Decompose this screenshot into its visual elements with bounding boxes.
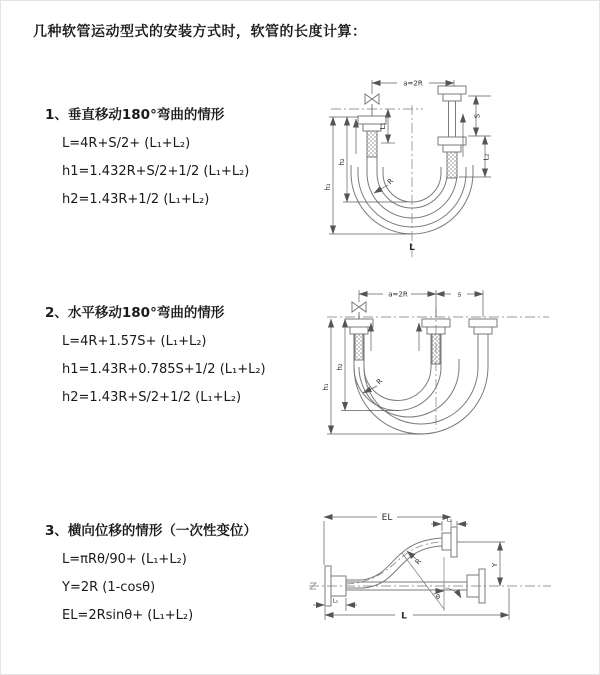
flange-right-lower bbox=[438, 137, 466, 145]
dim-label-el: EL bbox=[381, 513, 393, 523]
dim-label-h2: h₂ bbox=[338, 158, 346, 166]
dim-label-radius: R bbox=[413, 557, 424, 567]
page-title: 几种软管运动型式的安装方式时，软管的长度计算： bbox=[33, 24, 367, 40]
diagram-horizontal-180-bend bbox=[311, 279, 581, 471]
hose-outline-2 bbox=[327, 302, 549, 434]
section-1 bbox=[45, 103, 249, 207]
dim-label-radius: R bbox=[386, 177, 396, 187]
formula-l: L=4R+S/2+ (L₁+L₂) bbox=[62, 136, 191, 151]
section-2 bbox=[45, 301, 266, 405]
section-1-heading: 1、垂直移动180°弯曲的情形 bbox=[45, 107, 225, 123]
dim-label-fitting-left: L₁ bbox=[332, 598, 339, 605]
hose-outline-1 bbox=[331, 86, 473, 257]
dim-label-stroke: s bbox=[457, 290, 462, 299]
braid-middle bbox=[432, 334, 440, 364]
flange-right-moved bbox=[469, 319, 497, 327]
braid-left bbox=[355, 334, 363, 360]
dimension-lines-2 bbox=[327, 290, 483, 434]
diagram-3-svg bbox=[299, 499, 591, 661]
dim-label-length: L bbox=[401, 611, 407, 622]
dim-label-length: L bbox=[409, 243, 415, 253]
dim-label-offset-y: Y bbox=[491, 562, 499, 568]
flange-right-upper bbox=[438, 86, 466, 94]
diagram-vertical-180-bend bbox=[311, 69, 581, 261]
formula-y: Y=2R (1-cosθ) bbox=[62, 580, 156, 595]
dim-label-span: a=2R bbox=[388, 290, 408, 299]
valve-icon bbox=[365, 94, 379, 104]
braid-left bbox=[367, 131, 377, 157]
formula-l: L=πRθ/90+ (L₁+L₂) bbox=[62, 552, 187, 567]
formula-h1: h1=1.43R+0.785S+1/2 (L₁+L₂) bbox=[62, 362, 266, 377]
dim-label-angle: θ bbox=[436, 593, 440, 601]
braid-right bbox=[447, 152, 457, 178]
dim-label-h1: h₁ bbox=[324, 183, 332, 191]
dimension-labels-3 bbox=[333, 513, 499, 622]
dim-label-fitting-left: L₁ bbox=[379, 122, 387, 130]
formula-l: L=4R+1.57S+ (L₁+L₂) bbox=[62, 334, 207, 349]
dim-label-fitting-right: L₂ bbox=[482, 153, 491, 161]
dim-label-fitting-top: L₁ bbox=[446, 517, 453, 524]
formula-h1: h1=1.432R+S/2+1/2 (L₁+L₂) bbox=[62, 164, 250, 179]
dim-label-h1: h₁ bbox=[322, 383, 330, 391]
diagram-2-svg bbox=[311, 279, 581, 471]
formula-h2: h2=1.43R+1/2 (L₁+L₂) bbox=[62, 192, 210, 207]
hose-outline-3 bbox=[309, 527, 551, 606]
valve-icon bbox=[352, 302, 366, 312]
dim-label-stroke: S bbox=[473, 113, 482, 119]
diagram-lateral-offset bbox=[299, 499, 591, 661]
section-2-heading: 2、水平移动180°弯曲的情形 bbox=[45, 305, 225, 321]
dim-label-span: a=2R bbox=[403, 79, 423, 88]
dim-label-h2: h₂ bbox=[336, 363, 344, 371]
flange-left bbox=[345, 319, 373, 327]
diagram-1-svg bbox=[311, 69, 581, 261]
dim-label-radius: R bbox=[375, 377, 385, 387]
formula-el: EL=2Rsinθ+ (L₁+L₂) bbox=[62, 608, 194, 623]
section-3-heading: 3、横向位移的情形（一次性变位） bbox=[45, 523, 257, 539]
dimension-lines-1 bbox=[329, 80, 491, 234]
flange-top-plate bbox=[451, 527, 457, 557]
section-3 bbox=[45, 519, 257, 623]
formula-h2: h2=1.43R+S/2+1/2 (L₁+L₂) bbox=[62, 390, 242, 405]
